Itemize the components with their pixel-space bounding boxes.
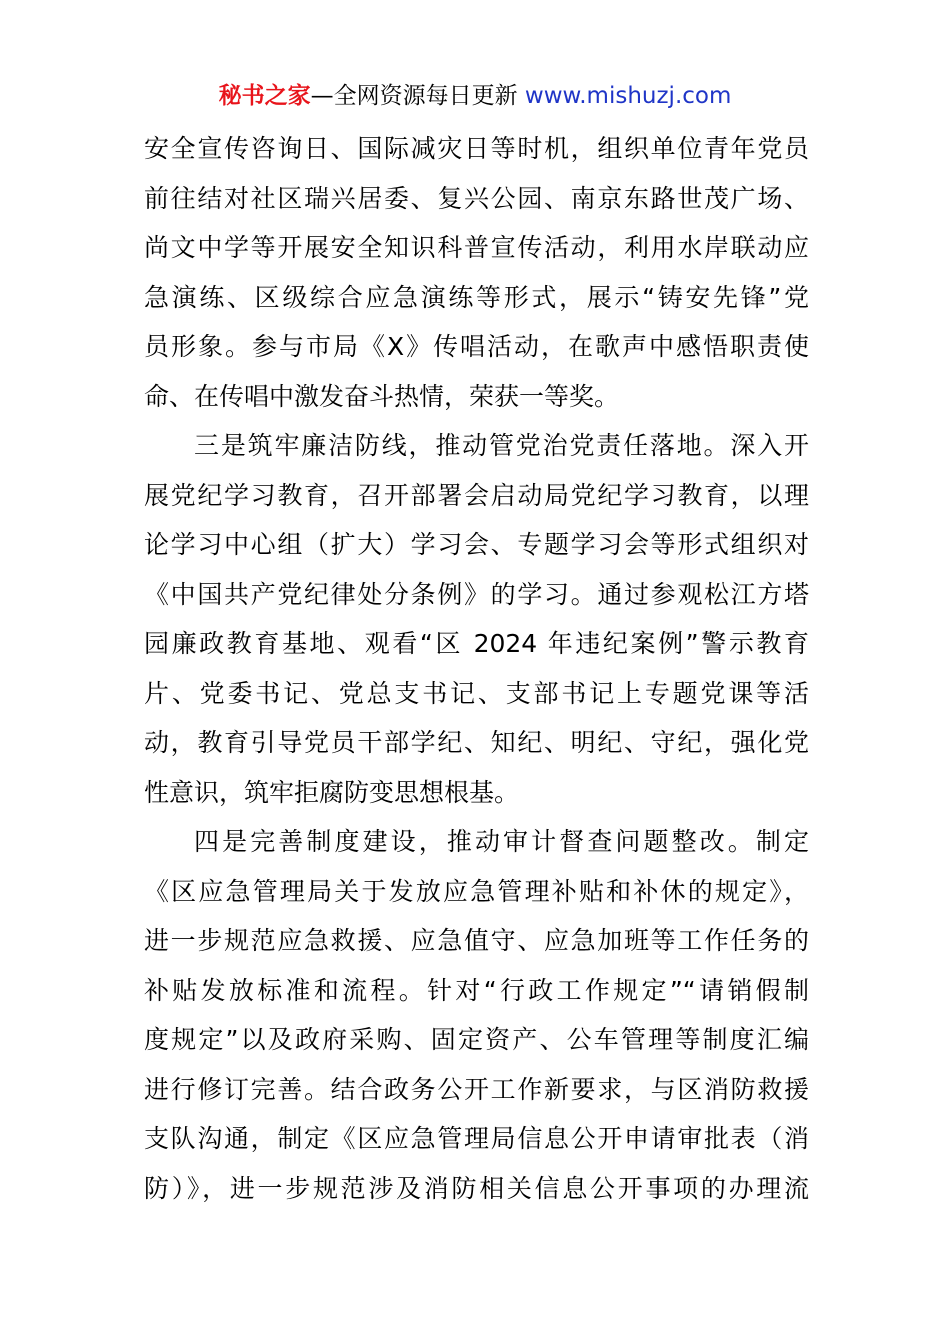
- text-line: 《中国共产党纪律处分条例》的学习。通过参观松江方塔: [144, 579, 809, 609]
- text-line: 急演练、区级综合应急演练等形式，展示“铸安先锋”党: [144, 282, 809, 312]
- text-line: 前往结对社区瑞兴居委、复兴公园、南京东路世茂广场、: [144, 183, 809, 213]
- text-line: 性意识，筑牢拒腐防变思想根基。: [144, 777, 520, 807]
- brand-name: 秘书之家: [218, 83, 311, 109]
- text-line: 论学习中心组（扩大）学习会、专题学习会等形式组织对: [144, 530, 809, 559]
- text-line: 进行修订完善。结合政务公开工作新要求，与区消防救援: [144, 1074, 809, 1104]
- text-line: 片、党委书记、党总支书记、支部书记上专题党课等活: [144, 678, 809, 708]
- text-line: 进一步规范应急救援、应急值守、应急加班等工作任务的: [144, 926, 809, 955]
- text-line: 防）》，进一步规范涉及消防相关信息公开事项的办理流: [144, 1173, 809, 1203]
- text-line: 员形象。参与市局《X》传唱活动，在歌声中感悟职责使: [144, 332, 809, 361]
- text-line: 展党纪学习教育，召开部署会启动局党纪学习教育，以理: [144, 480, 809, 510]
- text-line: 《区应急管理局关于发放应急管理补贴和补休的规定》，: [144, 876, 809, 906]
- text-line: 安全宣传咨询日、国际减灾日等时机，组织单位青年党员: [144, 134, 809, 163]
- site-url-link[interactable]: www.mishuzj.com: [524, 83, 732, 109]
- header-slogan: —全网资源每日更新: [310, 83, 525, 109]
- text-line: 命、在传唱中激发奋斗热情，荣获一等奖。: [144, 381, 620, 411]
- text-line: 补贴发放标准和流程。针对“行政工作规定”“请销假制: [144, 975, 809, 1005]
- text-line: 动，教育引导党员干部学纪、知纪、明纪、守纪，强化党: [144, 728, 809, 757]
- paragraph-first-line: 三是筑牢廉洁防线，推动管党治党责任落地。深入开: [194, 431, 809, 460]
- text-line: 度规定”以及政府采购、固定资产、公车管理等制度汇编: [144, 1025, 809, 1054]
- paragraph-first-line: 四是完善制度建设，推动审计督查问题整改。制定: [194, 827, 809, 856]
- text-line: 园廉政教育基地、观看“区 2024 年违纪案例”警示教育: [144, 629, 809, 658]
- document-body: [144, 124, 809, 1213]
- text-line: 支队沟通，制定《区应急管理局信息公开申请审批表（消: [144, 1124, 809, 1153]
- site-header: [0, 80, 950, 112]
- text-line: 尚文中学等开展安全知识科普宣传活动，利用水岸联动应: [144, 233, 809, 262]
